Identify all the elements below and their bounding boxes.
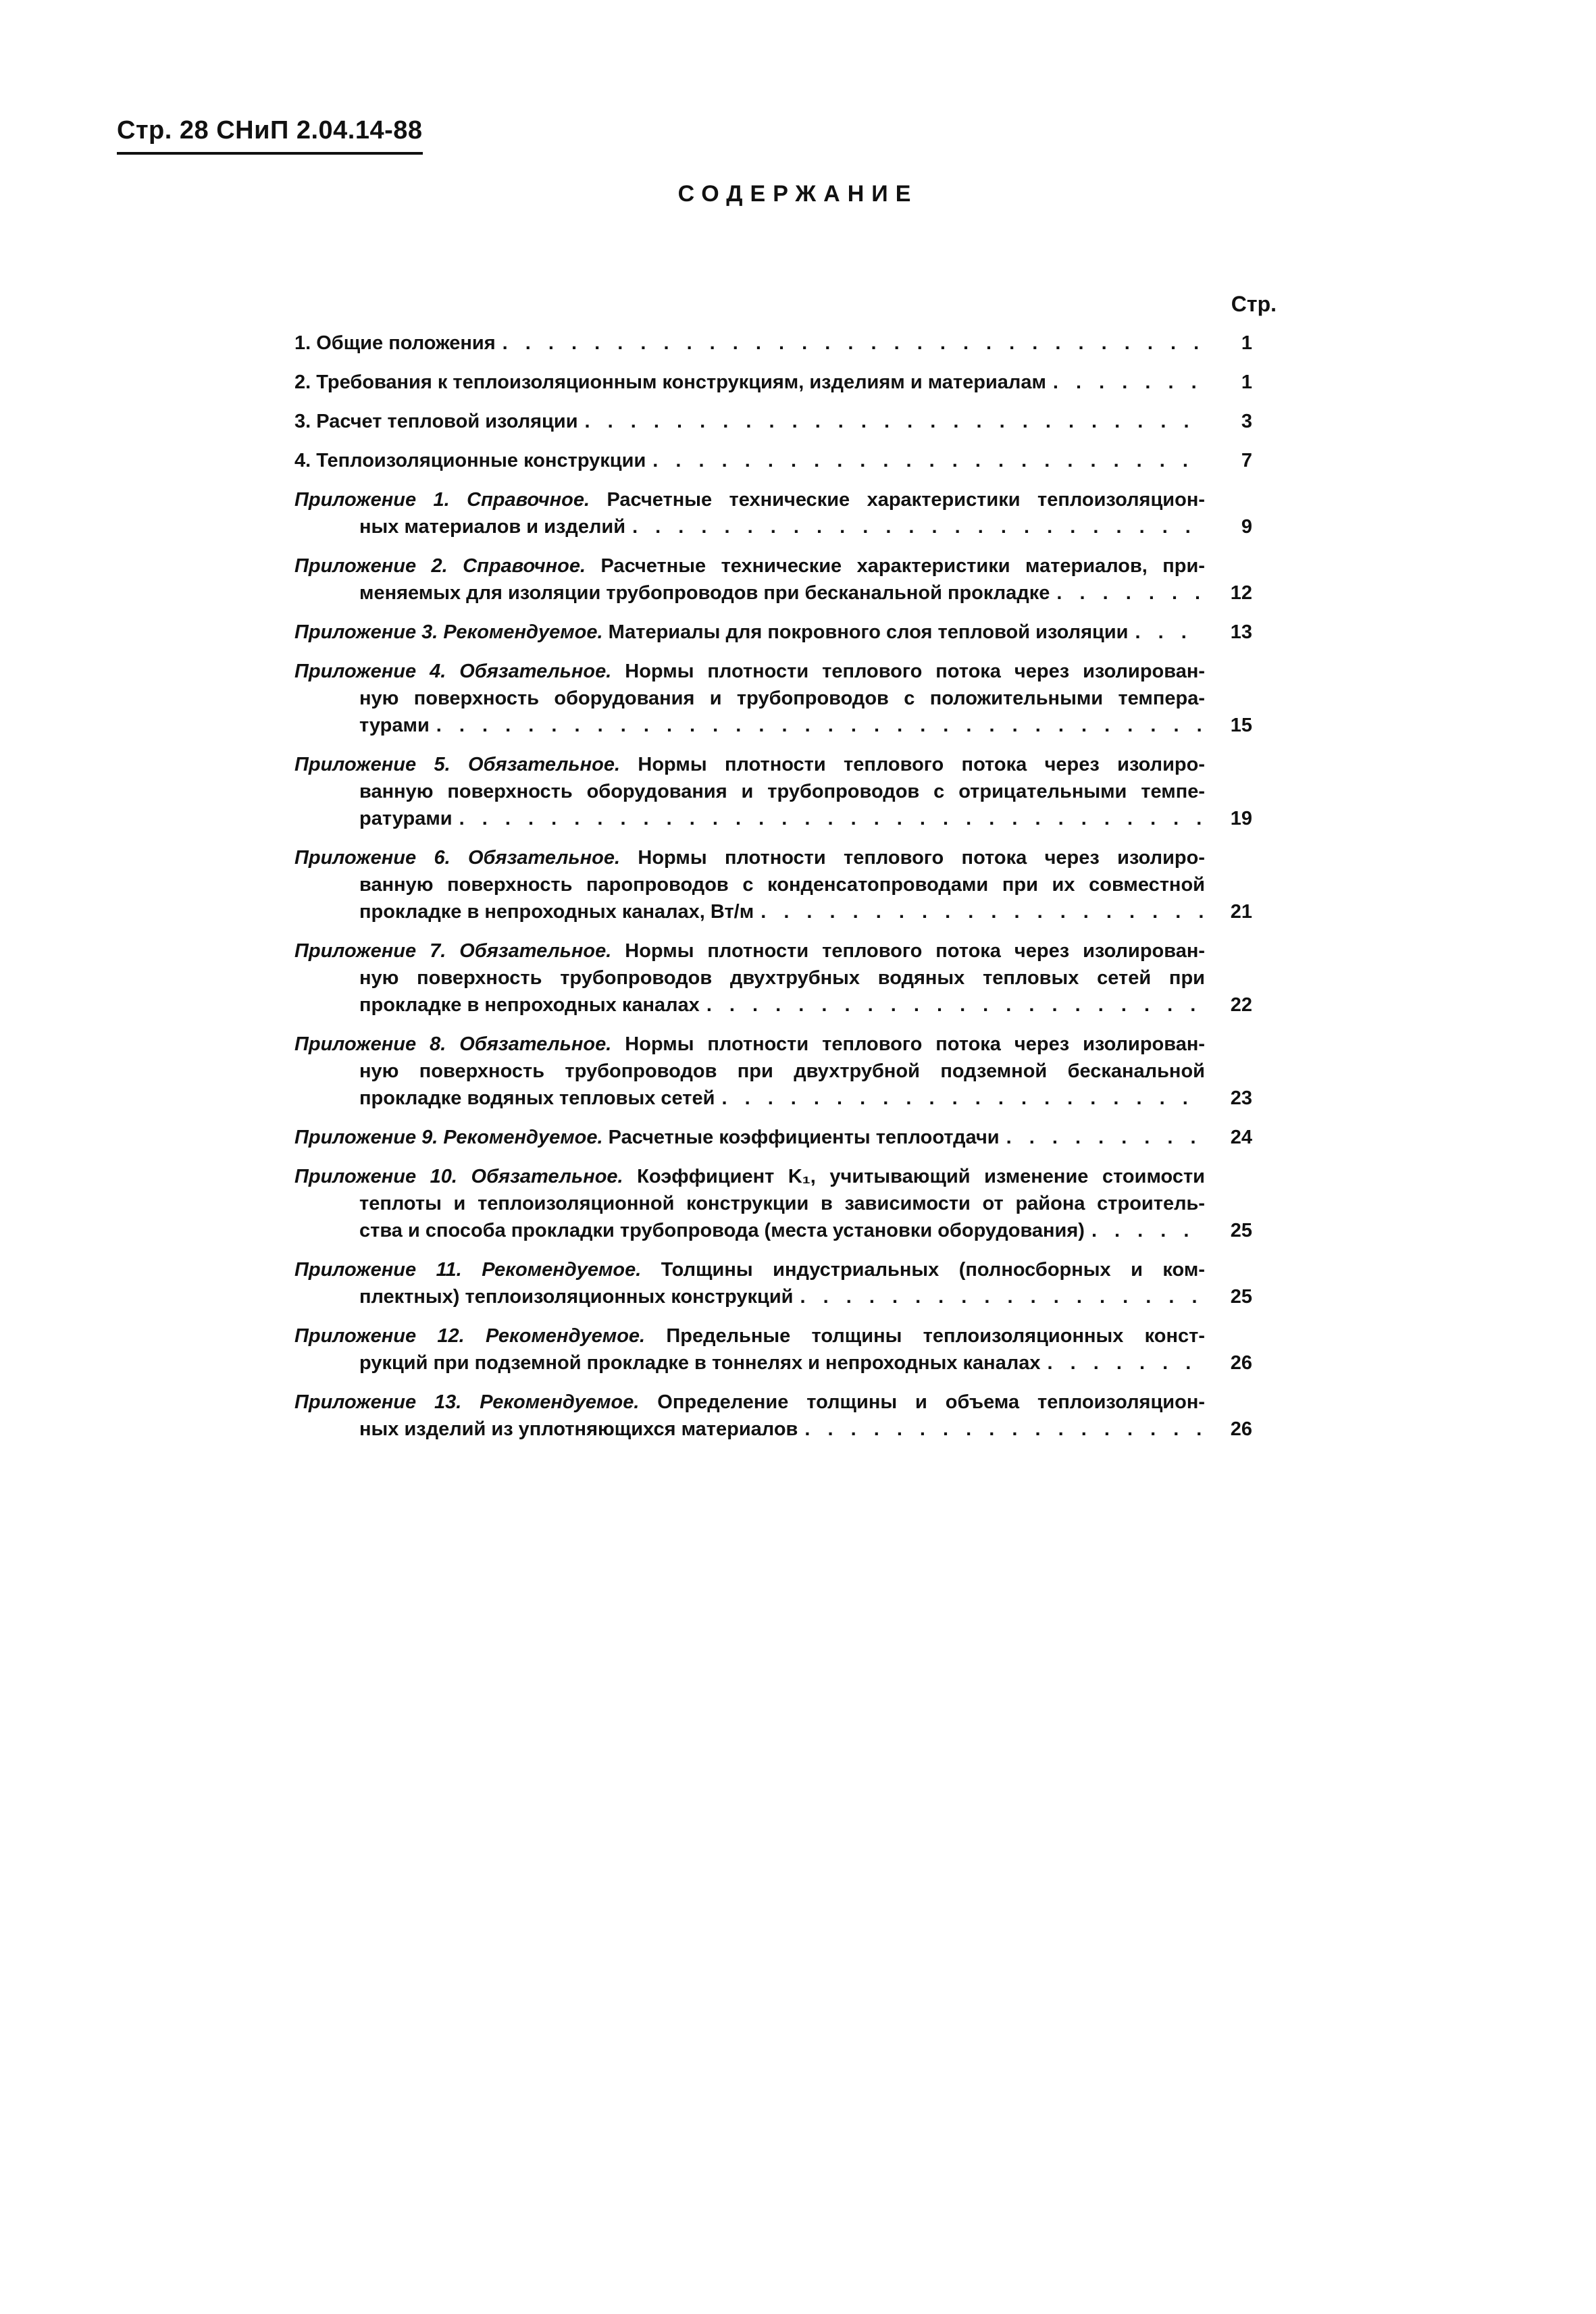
toc-entry-text: [294, 844, 1205, 925]
appendix-label: Приложение 1. Справочное.: [294, 489, 590, 511]
toc-entry-title: Предельные толщины теплоизоляционных конст-: [645, 1325, 1205, 1347]
toc-page-number: 12: [1230, 582, 1252, 604]
toc-page-number: 19: [1230, 808, 1252, 829]
dot-leader: [721, 1085, 1205, 1112]
toc-entry: [294, 1163, 1252, 1244]
toc-entry-title: Расчетные технические характеристики теплоизоляцион-: [590, 489, 1205, 511]
toc-entry-text: [294, 937, 1205, 1019]
toc-entry-text: [294, 369, 1205, 396]
toc-entry: [294, 486, 1252, 540]
toc-entry-continuation: рукций при подземной прокладке в тоннелях и непроходных каналах . . .: [294, 1349, 1205, 1377]
toc-page-number: 3: [1241, 411, 1252, 432]
dot-leader: [459, 805, 1205, 832]
toc-entry: [294, 937, 1252, 1019]
toc-entry-text: [294, 619, 1205, 646]
toc-entry: [294, 1124, 1252, 1151]
appendix-label: Приложение 12. Рекомендуемое.: [294, 1325, 646, 1347]
toc-entry-title: 1. Общие положения: [294, 332, 496, 354]
toc-entry-continuation: ных изделий из уплотняющихся материалов . . .: [294, 1416, 1205, 1443]
dot-leader: [761, 898, 1205, 925]
toc-entry-text: [294, 1163, 1205, 1244]
toc-entry-continuation: ную поверхность трубопроводов двухтрубных водяных тепловых сетей при прокладке в непроходных каналах . . .: [294, 965, 1205, 1019]
toc-entry-continuation: теплоты и теплоизоляционной конструкции в зависимости от района строитель- ства и способа прокладки трубопровода (места установки оборудования) . . .: [294, 1190, 1205, 1244]
appendix-label: Приложение 3. Рекомендуемое.: [294, 621, 603, 643]
dot-leader: [1006, 1124, 1205, 1151]
toc-page-number: 22: [1230, 994, 1252, 1016]
toc-entry-text: [294, 330, 1205, 357]
toc-entry-continuation: ную поверхность трубопроводов при двухтрубной подземной бесканальной прокладке водяных тепловых сетей . . .: [294, 1058, 1205, 1112]
toc-entry-title: Нормы плотности теплового потока через изолиро-: [620, 847, 1205, 869]
toc-entry: [294, 1256, 1252, 1310]
dot-leader: [1091, 1217, 1205, 1244]
appendix-label: Приложение 4. Обязательное.: [294, 661, 612, 682]
toc-entry: [294, 330, 1252, 357]
toc-entry-title: Нормы плотности теплового потока через изолирован-: [611, 661, 1206, 682]
toc-entry-title: Материалы для покровного слоя тепловой изоляции: [602, 621, 1129, 643]
toc-entry-continuation: ную поверхность оборудования и трубопроводов с положительными темпера- турами . . .: [294, 685, 1205, 739]
toc-entry: [294, 369, 1252, 396]
appendix-label: Приложение 8. Обязательное.: [294, 1033, 612, 1055]
document-title: СОДЕРЖАНИЕ: [677, 181, 919, 207]
toc-entry-text: [294, 447, 1205, 474]
toc-page-number: 24: [1230, 1127, 1252, 1148]
toc-entry-text: [294, 658, 1205, 739]
dot-leader: [706, 992, 1205, 1019]
dot-leader: [804, 1416, 1205, 1443]
dot-leader: [503, 330, 1205, 357]
toc-entry: [294, 408, 1252, 435]
toc-entry-text: [294, 1389, 1205, 1443]
toc-entry-title: 2. Требования к теплоизоляционным конструкциям, изделиям и материалам: [294, 371, 1046, 393]
table-of-contents: [294, 330, 1252, 1455]
toc-entry: [294, 552, 1252, 607]
toc-entry-text: [294, 1031, 1205, 1112]
dot-leader: [436, 712, 1205, 739]
toc-entry-title: Толщины индустриальных (полносборных и ком-: [641, 1259, 1205, 1281]
appendix-label: Приложение 6. Обязательное.: [294, 847, 621, 869]
toc-entry-continuation: ных материалов и изделий . . .: [294, 513, 1205, 540]
toc-page-number: 25: [1230, 1286, 1252, 1308]
toc-entry-title: Нормы плотности теплового потока через изолиро-: [620, 754, 1205, 775]
appendix-label: Приложение 11. Рекомендуемое.: [294, 1259, 642, 1281]
toc-entry: [294, 1322, 1252, 1377]
toc-page-number: 1: [1241, 332, 1252, 354]
toc-entry-title: Расчетные коэффициенты теплоотдачи: [602, 1127, 1000, 1148]
dot-leader: [585, 408, 1205, 435]
dot-leader: [1135, 619, 1205, 646]
toc-page-number: 1: [1241, 371, 1252, 393]
appendix-label: Приложение 13. Рекомендуемое.: [294, 1391, 640, 1413]
toc-entry-text: [294, 552, 1205, 607]
toc-entry: [294, 1031, 1252, 1112]
toc-entry-title: 3. Расчет тепловой изоляции: [294, 411, 578, 432]
toc-entry: [294, 447, 1252, 474]
toc-entry-title: Нормы плотности теплового потока через изолирован-: [611, 1033, 1206, 1055]
toc-page-number: 15: [1230, 715, 1252, 736]
toc-entry: [294, 658, 1252, 739]
toc-page-number: 26: [1230, 1352, 1252, 1374]
dot-leader: [632, 513, 1205, 540]
toc-page-number: 13: [1230, 621, 1252, 643]
toc-entry-title: Расчетные технические характеристики материалов, при-: [586, 555, 1205, 577]
appendix-label: Приложение 10. Обязательное.: [294, 1166, 623, 1187]
toc-page-number: 25: [1230, 1220, 1252, 1241]
toc-entry-text: [294, 1124, 1205, 1151]
toc-entry-text: [294, 1322, 1205, 1377]
dot-leader: [1056, 580, 1205, 607]
toc-page-number: 26: [1230, 1418, 1252, 1440]
page-header: Стр. 28 СНиП 2.04.14-88: [117, 116, 423, 155]
appendix-label: Приложение 5. Обязательное.: [294, 754, 621, 775]
appendix-label: Приложение 2. Справочное.: [294, 555, 586, 577]
toc-entry-title: Коэффициент K₁, учитывающий изменение стоимости: [623, 1166, 1206, 1187]
dot-leader: [1048, 1349, 1205, 1377]
toc-entry-text: [294, 486, 1205, 540]
toc-entry-continuation: ванную поверхность паропроводов с конденсатопроводами при их совместной прокладке в непроходных каналах, Вт/м . . .: [294, 871, 1205, 925]
toc-entry: [294, 1389, 1252, 1443]
toc-page-number: 7: [1241, 450, 1252, 471]
toc-entry-continuation: меняемых для изоляции трубопроводов при бесканальной прокладке . . .: [294, 580, 1205, 607]
toc-entry-text: [294, 408, 1205, 435]
appendix-label: Приложение 9. Рекомендуемое.: [294, 1127, 603, 1148]
toc-entry: [294, 844, 1252, 925]
toc-entry-title: 4. Теплоизоляционные конструкции: [294, 450, 646, 471]
toc-entry-continuation: плектных) теплоизоляционных конструкций . . .: [294, 1283, 1205, 1310]
toc-page-number: 23: [1230, 1087, 1252, 1109]
toc-page-number: 9: [1241, 516, 1252, 538]
toc-entry-title: Определение толщины и объема теплоизоляцион-: [639, 1391, 1205, 1413]
toc-entry: [294, 751, 1252, 832]
page-column-header: Стр.: [1231, 292, 1277, 316]
appendix-label: Приложение 7. Обязательное.: [294, 940, 612, 962]
toc-entry-title: Нормы плотности теплового потока через изолирован-: [611, 940, 1206, 962]
toc-page-number: 21: [1230, 901, 1252, 923]
toc-entry: [294, 619, 1252, 646]
toc-entry-continuation: ванную поверхность оборудования и трубопроводов с отрицательными темпе- ратурами . . .: [294, 778, 1205, 832]
toc-entry-text: [294, 751, 1205, 832]
dot-leader: [1053, 369, 1205, 396]
dot-leader: [652, 447, 1205, 474]
dot-leader: [800, 1283, 1206, 1310]
toc-entry-text: [294, 1256, 1205, 1310]
